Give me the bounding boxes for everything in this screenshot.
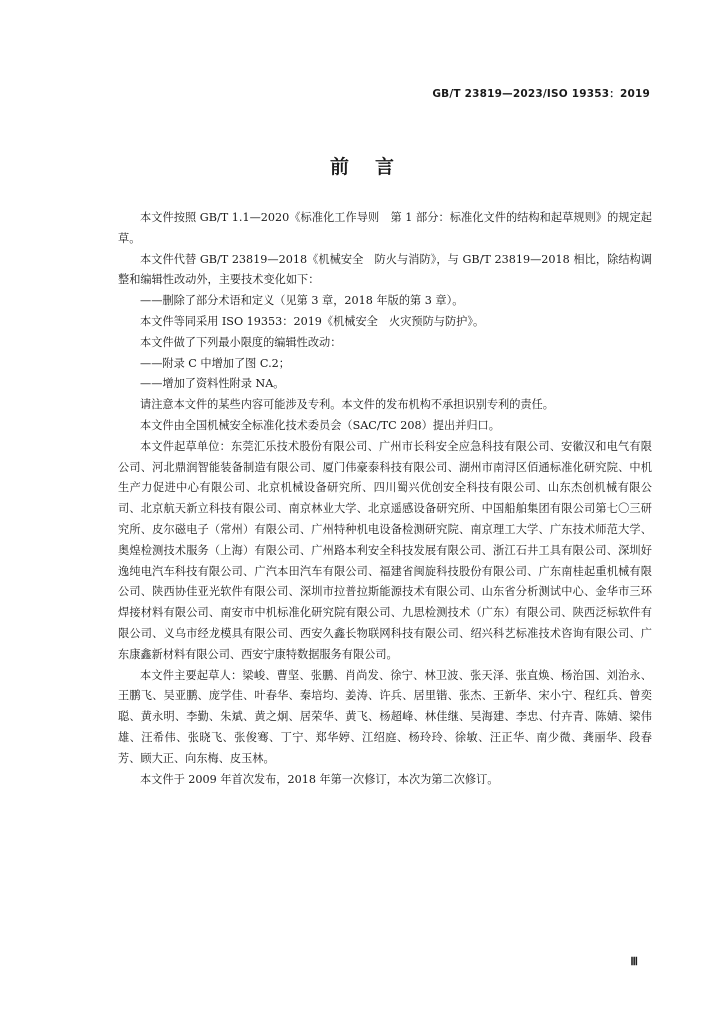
- page-title: 前言: [329, 156, 420, 178]
- standard-code: GB/T 23819—2023/ISO 19353：2019: [432, 88, 650, 100]
- paragraph-history: 本文件于 2009 年首次发布，2018 年第一次修订，本次为第二次修订。: [140, 772, 499, 786]
- page-number: Ⅲ: [630, 956, 638, 968]
- paragraph-editorial-changes: 本文件做了下列最小限度的编辑性改动：: [140, 335, 342, 349]
- paragraph-replaces: 本文件代替 GB/T 23819—2018《机械安全 防火与消防》，与 GB/T 23819—2018 相比，除结构调整和编辑性改动外，主要技术变化如下：: [118, 252, 652, 287]
- paragraph-patent-notice: 请注意本文件的某些内容可能涉及专利。本文件的发布机构不承担识别专利的责任。: [140, 398, 554, 412]
- paragraph-proposer: 本文件由全国机械安全标准化技术委员会（SAC/TC 208）提出并归口。: [140, 418, 500, 432]
- list-item: ——附录 C 中增加了图 C.2；: [140, 356, 290, 370]
- list-item: ——增加了资料性附录 NA。: [140, 377, 285, 391]
- foreword-body: [118, 208, 652, 790]
- paragraph-drafting-units: 本文件起草单位：东莞汇乐技术股份有限公司、广州市长科安全应急科技有限公司、安徽汉和电气有限公司、河北鼎润智能装备制造有限公司、厦门伟豪泰科技有限公司、湖州市南浔区佰通标准化研究院、中机生产力促进中心有限公司、北京机械设备研究所、四川蜀兴优创安全科技有限公司、山东杰创机械有限公司、北京航天新立科技有限公司、南京林业大学、北京遥感设备研究所、中国船舶集团有限公司第七〇三研究所、皮尔磁电子（常州）有限公司、广州特种机电设备检测研究院、南京理工大学、广东技术师范大学、奥煌检测技术服务（上海）有限公司、广州路本利安全科技发展有限公司、浙江石井工具有限公司、深圳好逸纯电汽车科技有限公司、广汽本田汽车有限公司、福建省闽旋科技股份有限公司、广东南桂起重机械有限公司、陕西协佳亚光软件有限公司、深圳市拉普拉斯能源技术有限公司、山东省分析测试中心、金华市三环焊接材料有限公司、南安市中机标准化研究院有限公司、九思检测技术（广东）有限公司、陕西泛标软件有限公司、义乌市经龙模具有限公司、西安久鑫长物联网科技有限公司、绍兴科艺标准技术咨询有限公司、广东康鑫新材料有限公司、西安宁康特数据服务有限公司。: [118, 439, 652, 661]
- paragraph-iso-adoption: 本文件等同采用 ISO 19353：2019《机械安全 火灾预防与防护》。: [140, 314, 485, 328]
- paragraph-drafters: 本文件主要起草人：梁峻、曹坚、张鹏、肖尚发、徐宁、林卫波、张天泽、张直焕、杨治国、刘治永、王鹏飞、吴亚鹏、庞学佳、叶春华、秦培均、姜涛、许兵、居里锴、张杰、王新华、宋小宁、程红兵、曾奕聪、黄永明、李勤、朱斌、黄之炯、居荣华、黄飞、杨超峰、林佳继、吴海建、李忠、付卉青、陈婧、梁伟雄、汪希伟、张晓飞、张俊骞、丁宁、郑华婷、江绍庭、杨玲玲、徐敏、汪正华、南少微、龚丽华、段春芳、顾大正、向东梅、皮玉林。: [118, 668, 652, 765]
- paragraph-drafting-rules: 本文件按照 GB/T 1.1—2020《标准化工作导则 第 1 部分：标准化文件的结构和起草规则》的规定起草。: [118, 211, 652, 245]
- list-item: ——删除了部分术语和定义（见第 3 章，2018 年版的第 3 章）。: [140, 294, 464, 308]
